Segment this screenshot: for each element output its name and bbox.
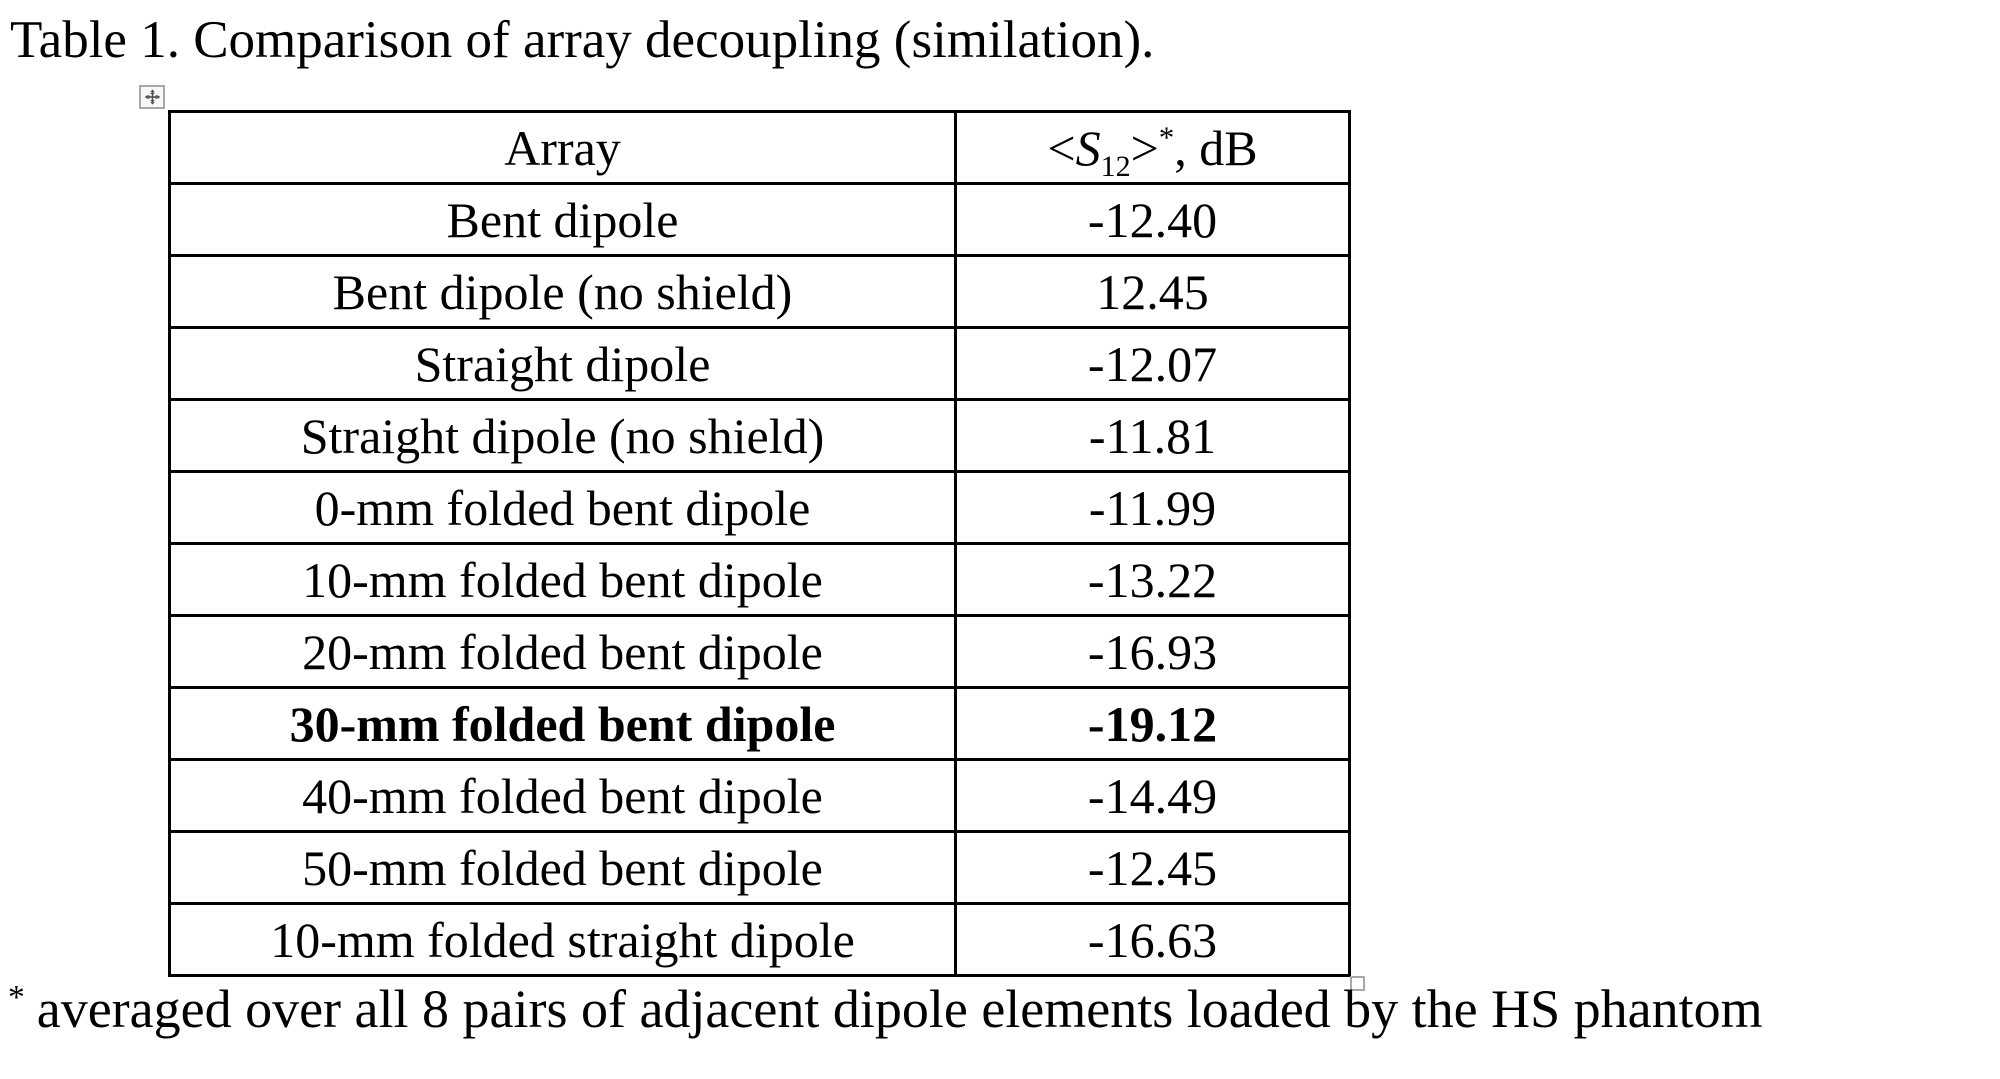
array-cell[interactable]: 30-mm folded bent dipole	[170, 688, 956, 760]
header-cell-array[interactable]: Array	[170, 112, 956, 184]
array-cell[interactable]: 10-mm folded straight dipole	[170, 904, 956, 976]
array-cell[interactable]: 50-mm folded bent dipole	[170, 832, 956, 904]
s12-asterisk: *	[1158, 118, 1175, 154]
table-row	[170, 544, 1350, 616]
table-row	[170, 904, 1350, 976]
value-cell[interactable]: 12.45	[956, 256, 1350, 328]
table-body	[170, 184, 1350, 976]
array-cell[interactable]: 0-mm folded bent dipole	[170, 472, 956, 544]
footnote-text: averaged over all 8 pairs of adjacent dipole elements loaded by the HS phantom	[36, 979, 1763, 1039]
array-cell[interactable]: 40-mm folded bent dipole	[170, 760, 956, 832]
s12-subscript: 12	[1100, 149, 1131, 183]
table-move-handle[interactable]	[139, 85, 165, 109]
table-row	[170, 400, 1350, 472]
table-row	[170, 760, 1350, 832]
s12-close-bracket: >	[1130, 119, 1159, 176]
value-cell[interactable]: -12.45	[956, 832, 1350, 904]
array-cell[interactable]: 20-mm folded bent dipole	[170, 616, 956, 688]
s12-symbol: S	[1075, 119, 1101, 176]
array-cell[interactable]: 10-mm folded bent dipole	[170, 544, 956, 616]
footnote	[8, 979, 1763, 1039]
array-cell[interactable]: Straight dipole	[170, 328, 956, 400]
value-cell[interactable]: -19.12	[956, 688, 1350, 760]
value-cell[interactable]: -13.22	[956, 544, 1350, 616]
header-cell-s12[interactable]	[956, 112, 1350, 184]
value-cell[interactable]: -14.49	[956, 760, 1350, 832]
array-cell[interactable]: Straight dipole (no shield)	[170, 400, 956, 472]
s12-open-bracket: <	[1047, 119, 1076, 176]
value-cell[interactable]: -16.63	[956, 904, 1350, 976]
comparison-table	[168, 110, 1351, 977]
s12-unit: , dB	[1174, 119, 1258, 176]
value-cell[interactable]: -16.93	[956, 616, 1350, 688]
table-row	[170, 616, 1350, 688]
table-row	[170, 832, 1350, 904]
table-row-highlighted	[170, 688, 1350, 760]
table-row	[170, 328, 1350, 400]
value-cell[interactable]: -12.40	[956, 184, 1350, 256]
move-icon	[144, 89, 161, 105]
footnote-asterisk: *	[8, 979, 25, 1016]
table-row	[170, 472, 1350, 544]
array-cell[interactable]: Bent dipole (no shield)	[170, 256, 956, 328]
table-caption: Table 1. Comparison of array decoupling (similation).	[10, 11, 1155, 69]
value-cell[interactable]: -12.07	[956, 328, 1350, 400]
table-row	[170, 184, 1350, 256]
table-row	[170, 256, 1350, 328]
value-cell[interactable]: -11.99	[956, 472, 1350, 544]
value-cell[interactable]: -11.81	[956, 400, 1350, 472]
header-row	[170, 112, 1350, 184]
array-cell[interactable]: Bent dipole	[170, 184, 956, 256]
